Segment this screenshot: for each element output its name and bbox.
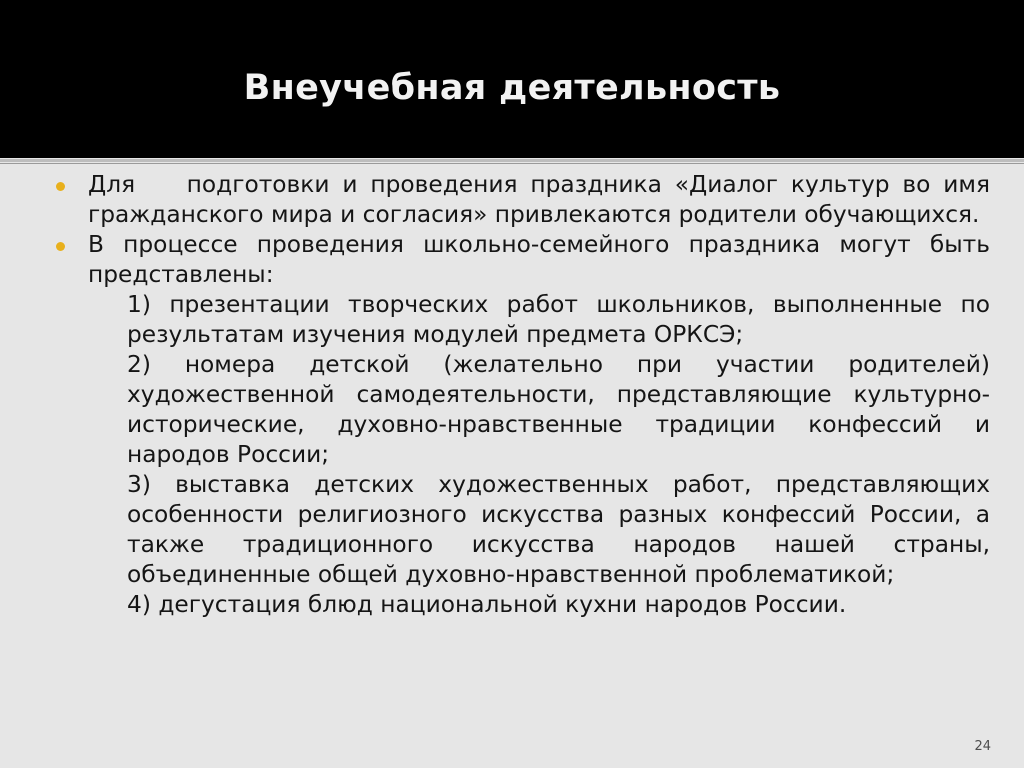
title-divider-shadow: [0, 163, 1024, 164]
bullet-text: В процессе проведения школьно-семейного праздника могут быть представлены:: [88, 231, 990, 288]
bullet-text: Для подготовки и проведения праздника «Диалог культур во имя гражданского мира и согласия» привлекаются родители обучающихся.: [88, 171, 998, 228]
list-item: 3) выставка детских художественных работ, представляющих особенности религиозного искусства разных конфессий России, а также традиционного искусства народов нашей страны, объединенные общей духовно-нравственной проблематикой;: [127, 471, 990, 588]
bullet-paragraph: [88, 170, 998, 230]
bullet-dot-icon: [56, 182, 65, 191]
slide-body: [88, 170, 998, 620]
list-item: 1) презентации творческих работ школьников, выполненные по результатам изучения модулей предмета ОРКСЭ;: [127, 291, 990, 348]
title-bar: [0, 0, 1024, 158]
list-item: 4) дегустация блюд национальной кухни народов России.: [127, 591, 847, 618]
page-number: 24: [974, 739, 991, 754]
title-divider: [0, 159, 1024, 162]
slide-title: Внеучебная деятельность: [243, 68, 781, 108]
bullet-paragraph: [88, 230, 990, 290]
bullet-dot-icon: [56, 242, 65, 251]
list-item: 2) номера детской (желательно при участии родителей) художественной самодеятельности, представляющие культурно-исторические, духовно-нравственные традиции конфессий и народов России;: [127, 351, 990, 468]
